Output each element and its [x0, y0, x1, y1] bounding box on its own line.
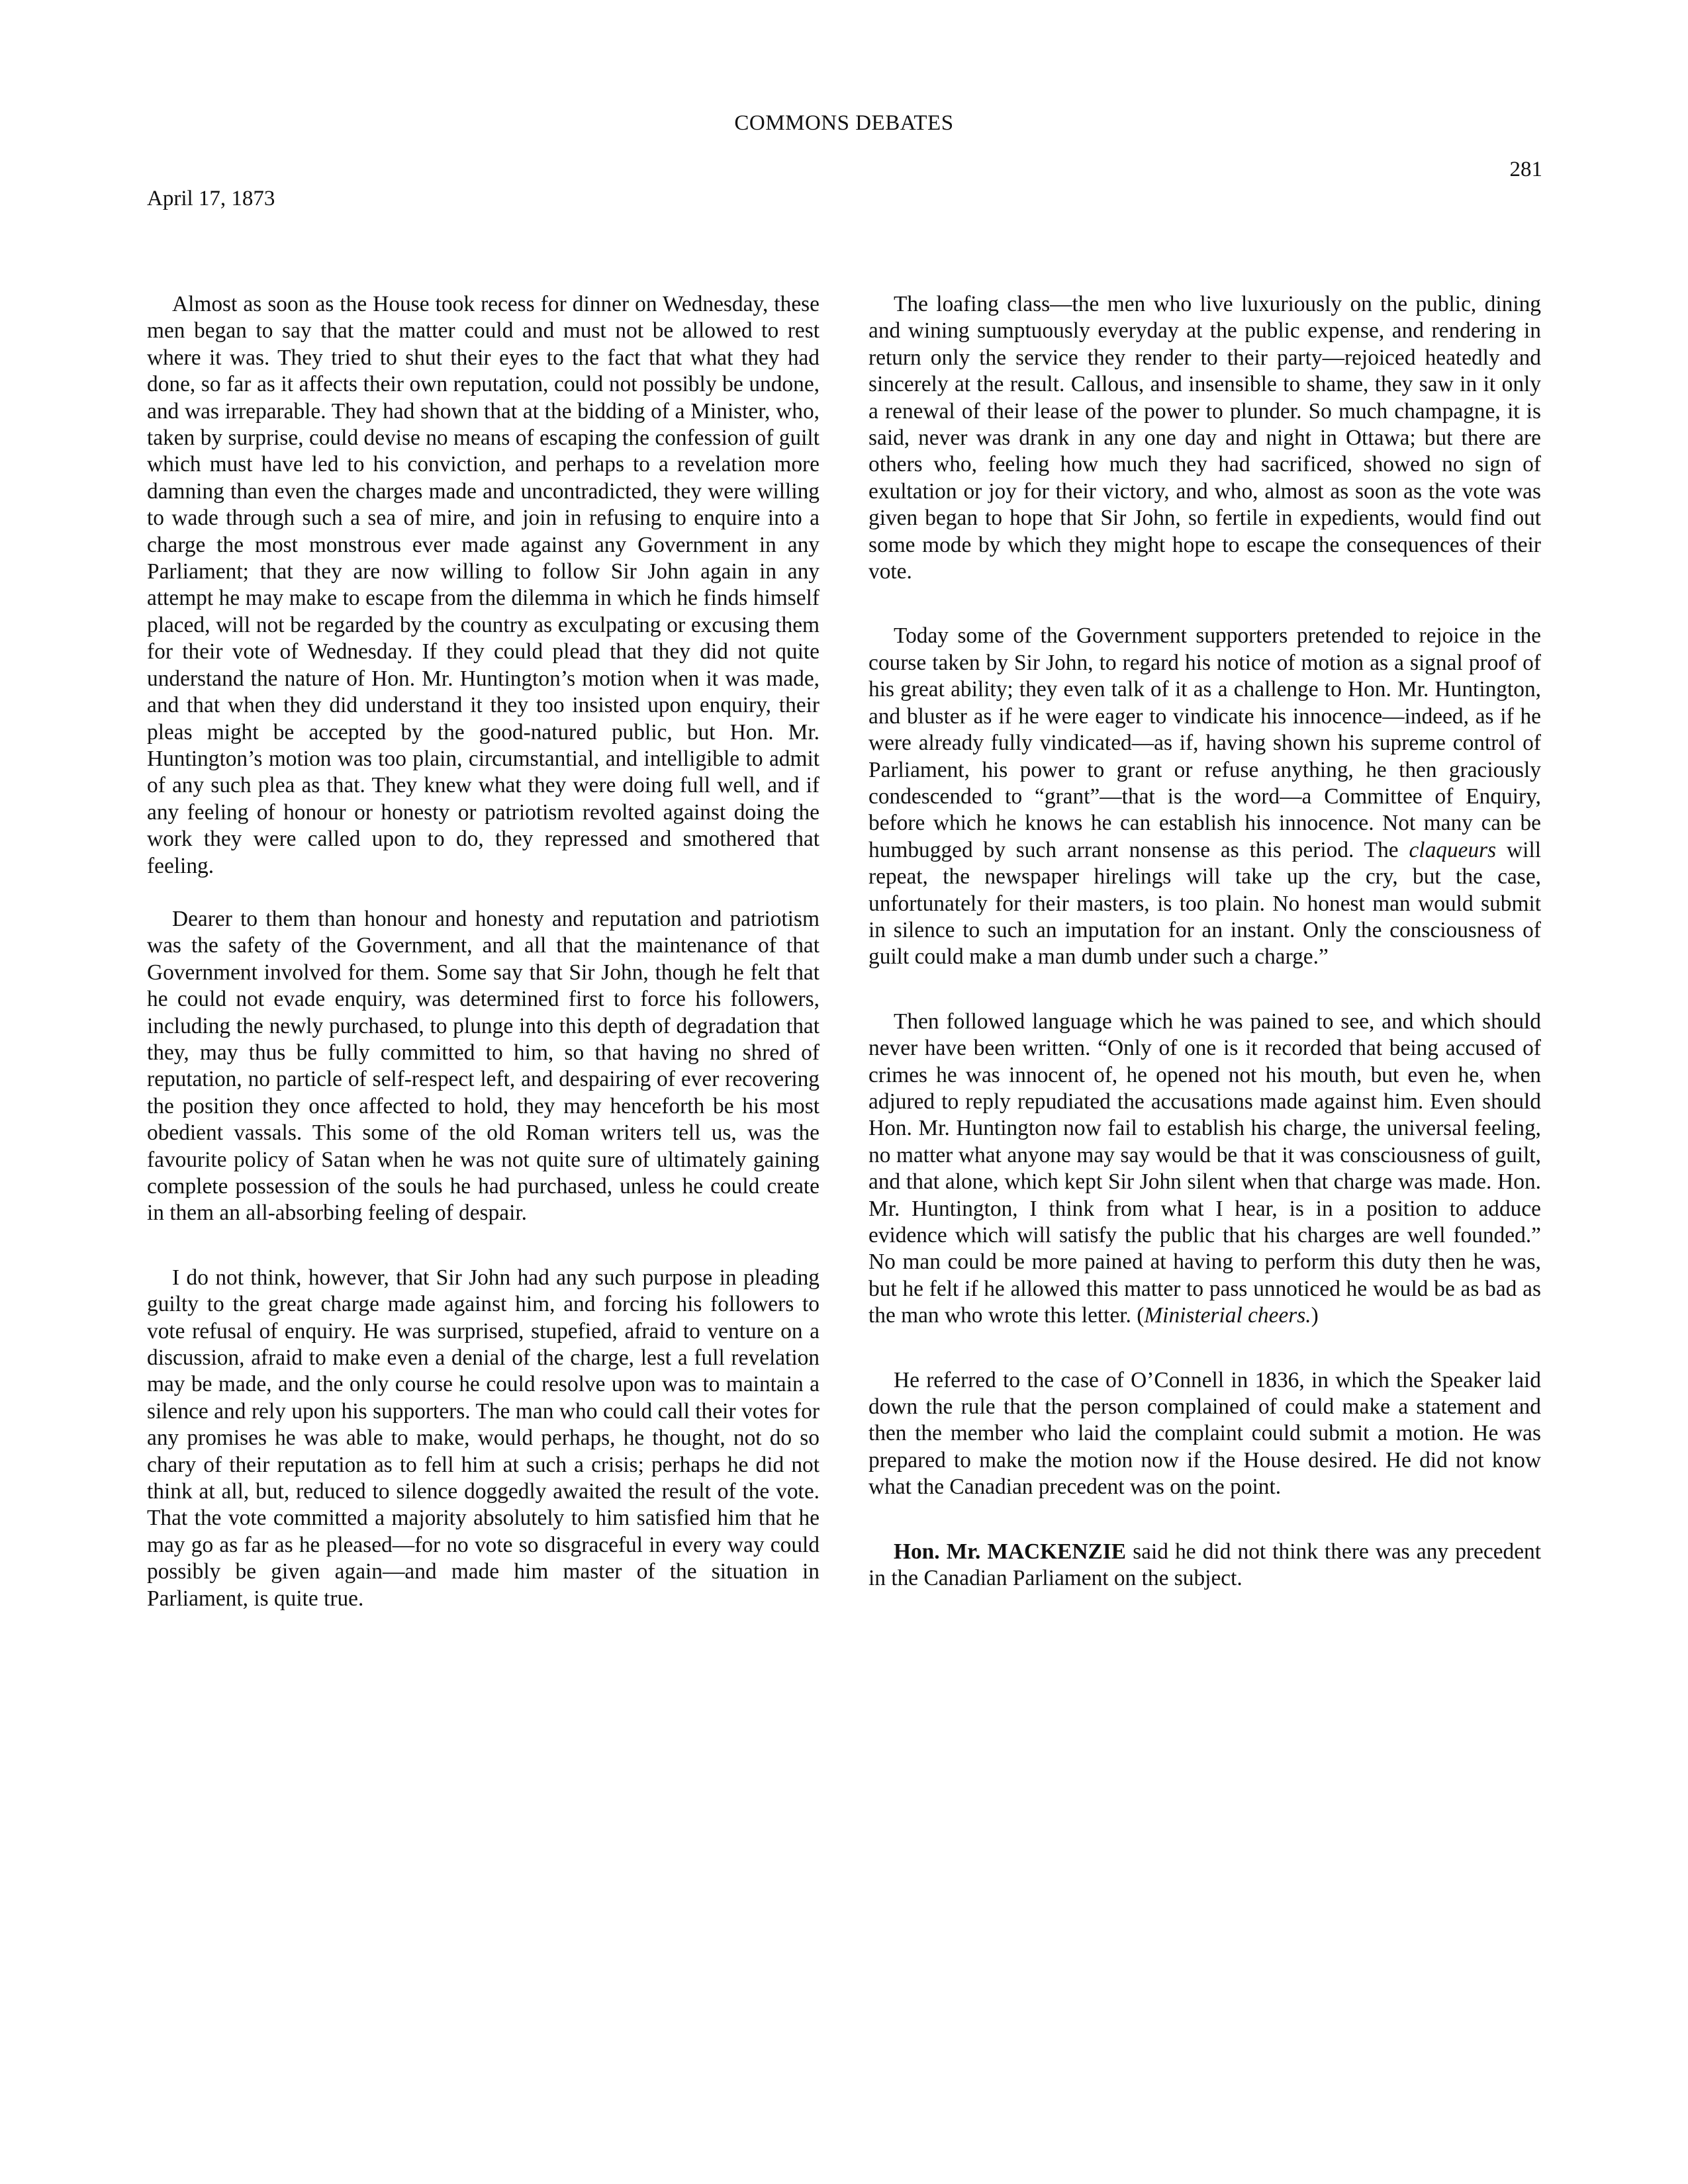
- text-run: said he did not think there was any precedent in the Canadian Parliament on the subject.: [868, 1539, 1541, 1591]
- paragraph: He referred to the case of O’Connell in 1836, in which the Speaker laid down the rule that the person complained of could make a statement and then the member who laid the complaint could submit a motion. He was prepared to make the motion now if the House desired. He did not know what the Canadian precedent was on the point.: [868, 1367, 1541, 1500]
- page-date: April 17, 1873: [147, 187, 275, 210]
- paragraph: [868, 1539, 1541, 1592]
- left-column: [147, 291, 820, 1612]
- paragraph: Almost as soon as the House took recess for dinner on Wednesday, these men began to say that the matter could and must not be allowed to rest where it was. They tried to shut their eyes to the fact that what they had done, so far as it affects their own reputation, could not possibly be undone, and was irreparable. They had shown that at the bidding of a Minister, who, taken by surprise, could devise no means of escaping the confession of guilt which must have led to his conviction, and perhaps to a revelation more damning than even the charges made and uncontradicted, they were willing to wade through such a sea of mire, and join in refusing to enquire into a charge the most monstrous ever made against any Government in any Parliament; that they are now willing to follow Sir John again in any attempt he may make to escape from the dilemma in which he finds himself placed, will not be regarded by the country as exculpating or excusing them for their vote of Wednesday. If they could plead that they did not quite understand the nature of Hon. Mr. Huntington’s motion when it was made, and that when they did understand it they too insisted upon enquiry, their pleas might be accepted by the good-natured public, but Hon. Mr. Huntington’s motion was too plain, circumstantial, and intelligible to admit of any such plea as that. They knew what they were doing full well, and if any feeling of honour or honesty or patriotism revolted against doing the work they were called upon to do, they repressed and smothered that feeling.: [147, 292, 820, 878]
- paragraph: [868, 1009, 1541, 1330]
- page-number: 281: [1509, 158, 1542, 181]
- text-run: Today some of the Government supporters pretended to rejoice in the course taken by Sir John, to regard his notice of motion as a signal proof of his great ability; they even talk of it as a challenge to Hon. Mr. Huntington, and bluster as if he were eager to vindicate his innocence—indeed, as if he were already fully vindicated—as if, having shown his supreme control of Parliament, his power to grant or refuse anything, he then graciously condescended to “grant”—that is the word—a Committee of Enquiry, before which he knows he can establish his innocence. Not many can be humbugged by such arrant nonsense as this period. The: [868, 623, 1541, 862]
- paragraph: I do not think, however, that Sir John had any such purpose in pleading guilty to the great charge made against him, and forcing his followers to vote refusal of enquiry. He was surprised, stupefied, afraid to venture on a discussion, afraid to make even a denial of the charge, lest a full revelation may be made, and the only course he could resolve upon was to maintain a silence and rely upon his supporters. The man who could call their votes for any promises he was able to make, would perhaps, he thought, not do so chary of their reputation as to fell him at such a crisis; perhaps he did not think at all, but, reduced to silence doggedly awaited the result of the vote. That the vote committed a majority absolutely to him satisfied him that he may go as far as he pleased—for no vote so disgraceful in every way could possibly be given again—and made him master of the situation in Parliament, is quite true.: [147, 1265, 820, 1611]
- paragraph: Dearer to them than honour and honesty and reputation and patriotism was the safety of the Government, and all that the maintenance of that Government involved for them. Some say that Sir John, though he felt that he could not evade enquiry, was determined first to force his followers, including the newly purchased, to plunge into this depth of degradation that they, may thus be fully committed to him, so that having no shred of reputation, no particle of self-respect left, and despairing of ever recovering the position they once affected to hold, they may henceforth be his most obedient vassals. This some of the old Roman writers tell us, was the favourite policy of Satan when he was not quite sure of ultimately gaining complete possession of the souls he had purchased, unless he could create in them an all-absorbing feeling of despair.: [147, 906, 820, 1226]
- right-column: [868, 291, 1541, 1592]
- paragraph: The loafing class—the men who live luxuriously on the public, dining and wining sumptuously everyday at the public expense, and rendering in return only the service they render to their party—rejoiced heatedly and sincerely at the result. Callous, and insensible to shame, they saw in it only a renewal of their lease of the power to plunder. So much champagne, it is said, never was drank in any one day and night in Ottawa; but there are others who, feeling how much they had sacrificed, showed no sign of exultation or joy for their victory, and who, almost as soon as the vote was given began to hope that Sir John, so fertile in expedients, would find out some mode by which they might hope to escape the consequences of their vote.: [868, 292, 1541, 584]
- stage-direction: Ministerial cheers.: [1144, 1303, 1311, 1328]
- running-head: COMMONS DEBATES: [734, 111, 954, 135]
- text-run: ): [1311, 1303, 1319, 1328]
- italic-term: claqueurs: [1409, 837, 1497, 862]
- text-run: will repeat, the newspaper hirelings will take up the cry, but the case, unfortunately for their masters, is too plain. No honest man would submit in silence to such an imputation for an instant. Only the consciousness of guilt could make a man dumb under such a charge.”: [868, 837, 1541, 970]
- text-run: Then followed language which he was pained to see, and which should never have been written. “Only of one is it recorded that being accused of crimes he was innocent of, he opened not his mouth, but even he, when adjured to reply repudiated the accusations made against him. Even should Hon. Mr. Huntington now fail to establish his charge, the universal feeling, no matter what anyone may say would be that it was consciousness of guilt, and that alone, which kept Sir John silent when that charge was made. Hon. Mr. Huntington, I think from what I hear, is in a position to adduce evidence which will satisfy the public that his charges are well founded.” No man could be more pained at having to perform this duty then he was, but he felt if he allowed this matter to pass unnoticed he would be as bad as the man who wrote this letter. (: [868, 1009, 1541, 1328]
- speaker-name: Hon. Mr. MACKENZIE: [894, 1539, 1127, 1564]
- paragraph: [868, 623, 1541, 970]
